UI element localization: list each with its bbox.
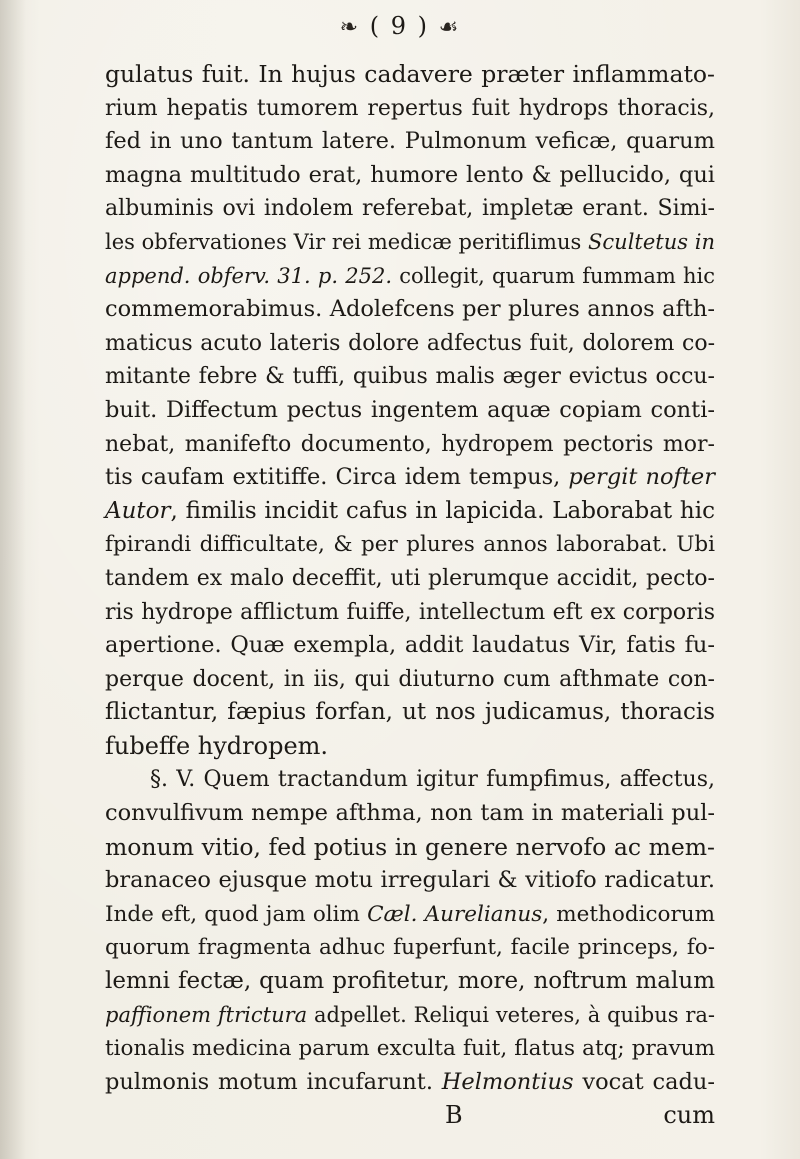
text-line: lemni fectæ, quam profitetur, more, noftrum malum xyxy=(105,968,715,995)
text-line: buit. Diffectum pectus ingentem aquæ copiam conti- xyxy=(105,396,715,423)
text-line xyxy=(105,1066,715,1100)
text-line: mitante febre & tuffi, quibus malis æger evictus occu- xyxy=(105,364,715,390)
text-line: convulfivum nempe afthma, non tam in materiali pul- xyxy=(105,800,715,827)
text-line: commemorabimus. Adolefcens per plures annos afth- xyxy=(105,296,715,323)
text-span: adpellet. Reliqui veteres, à quibus ra- xyxy=(307,1002,715,1027)
text-span: , fimilis incidit cafus in lapicida. Laborabat hic xyxy=(170,497,715,524)
text-line: nebat, manifefto documento, hydropem pectoris mor- xyxy=(105,431,715,457)
text-line: apertione. Quæ exempla, addit laudatus Vir, fatis fu- xyxy=(105,632,715,659)
text-line: magna multitudo erat, humore lento & pellucido, qui xyxy=(105,161,715,188)
running-header xyxy=(0,12,800,40)
section-heading-line: §. V. Quem tractandum igitur fumpfimus, affectus, xyxy=(150,767,715,793)
text-line: tionalis medicina parum exculta fuit, flatus atq; pravum xyxy=(105,1036,715,1062)
italic-phrase: pergit nofter xyxy=(568,464,715,491)
signature-mark: B xyxy=(445,1101,463,1130)
text-line xyxy=(105,495,715,529)
text-line: tandem ex malo deceffit, uti plerumque accidit, pecto- xyxy=(105,565,715,591)
text-line: maticus acuto lateris dolore adfectus fuit, dolorem co- xyxy=(105,330,715,356)
author-citation: Scultetus in xyxy=(588,229,715,254)
text-span: pulmonis motum incufarunt. xyxy=(105,1068,442,1095)
text-line: gulatus fuit. In hujus cadavere præter inflammato- xyxy=(105,60,715,88)
text-line xyxy=(105,260,715,294)
text-line: quorum fragmenta adhuc fuperfunt, facile princeps, fo- xyxy=(105,935,715,961)
reference-citation: append. obferv. 31. p. 252. xyxy=(105,263,393,288)
text-line xyxy=(105,999,715,1033)
text-span: Inde eft, quod jam olim xyxy=(105,901,368,927)
text-span: tis caufam extitiffe. Circa idem tempus, xyxy=(105,464,569,491)
text-line: branaceo ejusque motu irregulari & vitiofo radicatur. xyxy=(105,867,715,894)
author-citation: Helmontius xyxy=(441,1068,574,1095)
text-line: monum vitio, fed potius in genere nervofo ac mem- xyxy=(105,832,715,861)
text-line: ris hydrope afflictum fuiffe, intellectum eft ex corporis xyxy=(105,599,715,625)
body-text xyxy=(105,58,715,1133)
page-gutter-shadow xyxy=(0,0,26,1159)
text-line xyxy=(105,461,715,495)
page-number: ( 9 ) xyxy=(369,12,429,40)
text-span: les obfervationes Vir rei medicæ peritiflimus xyxy=(105,229,589,254)
text-line: rium hepatis tumorem repertus fuit hydrops thoracis, xyxy=(105,95,715,121)
text-span: collegit, quarum fummam hic xyxy=(392,263,715,288)
text-line: perque docent, in iis, qui diuturno cum afthmate con- xyxy=(105,666,715,692)
catchword: cum xyxy=(663,1101,715,1130)
italic-phrase: Autor xyxy=(105,497,171,524)
text-line xyxy=(105,898,715,932)
text-span: , methodicorum xyxy=(542,901,715,927)
text-line xyxy=(105,226,715,260)
signature-line xyxy=(105,1099,715,1133)
text-line: fpirandi difficultate, & per plures annos laborabat. Ubi xyxy=(105,532,715,558)
text-line: flictantur, fæpius forfan, ut nos judicamus, thoracis xyxy=(105,699,715,726)
left-ornament: ❧ xyxy=(339,15,361,40)
text-line: fed in uno tantum latere. Pulmonum veficæ, quarum xyxy=(105,128,715,155)
text-span: vocat cadu- xyxy=(573,1068,715,1095)
italic-phrase: paffionem ftrictura xyxy=(105,1002,308,1027)
right-ornament: ☙ xyxy=(438,15,461,40)
author-citation: Cæl. Aurelianus xyxy=(367,901,543,927)
text-line: albuminis ovi indolem referebat, impletæ erant. Simi- xyxy=(105,196,715,222)
text-line: fubeffe hydropem. xyxy=(105,731,329,760)
